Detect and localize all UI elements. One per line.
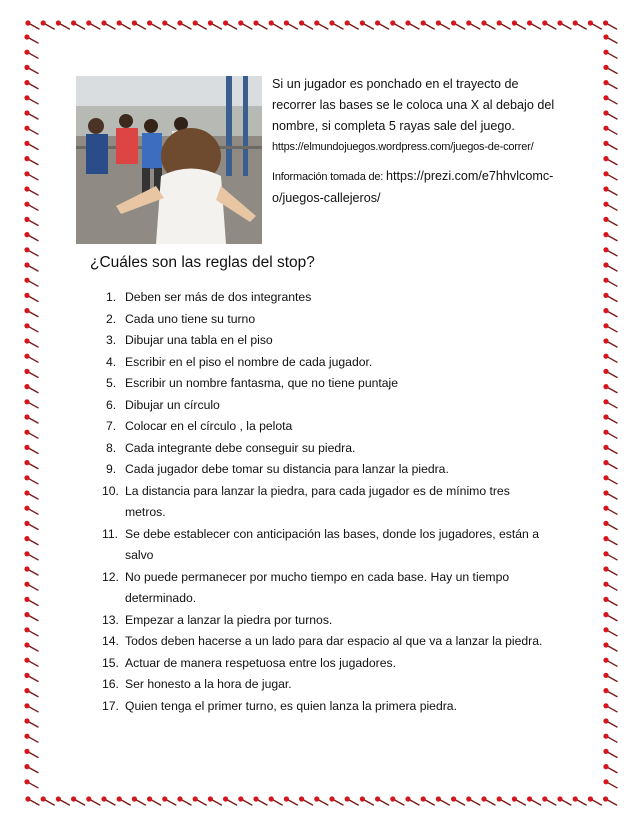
rule-item [92, 631, 552, 653]
candy-cane-icon [603, 627, 617, 636]
candy-cane-icon [603, 718, 617, 727]
candy-cane-icon [466, 796, 480, 805]
candy-cane-icon [24, 612, 38, 621]
intro-paragraph: Si un jugador es ponchado en el trayecto de recorrer las bases se le coloca una X al debajo del nombre, si completa 5 rayas sale del juego. [272, 77, 555, 133]
rule-number: 4. [106, 354, 117, 369]
candy-cane-icon [603, 460, 617, 469]
candy-cane-icon [451, 20, 465, 29]
rule-text: Cada jugador debe tomar su distancia para lanzar la piedra. [125, 462, 449, 476]
candy-cane-icon [603, 156, 617, 165]
candy-cane-icon [24, 323, 38, 332]
candy-cane-icon [24, 399, 38, 408]
rule-text: Escribir un nombre fantasma, que no tiene puntaje [125, 376, 399, 390]
rule-item [92, 330, 552, 352]
candy-cane-icon [603, 688, 617, 697]
candy-cane-icon [24, 642, 38, 651]
candy-cane-icon [603, 217, 617, 226]
candy-cane-icon [603, 582, 617, 591]
candy-cane-icon [345, 20, 359, 29]
candy-cane-icon [24, 475, 38, 484]
rule-item [92, 653, 552, 675]
rule-item [92, 352, 552, 374]
rule-item [92, 459, 552, 481]
candy-cane-icon [360, 796, 374, 805]
rule-text: No puede permanecer por mucho tiempo en cada base. Hay un tiempo determinado. [125, 569, 510, 605]
candy-cane-icon [147, 796, 161, 805]
candy-cane-icon [71, 796, 85, 805]
candy-cane-icon [177, 796, 191, 805]
candy-cane-icon [24, 627, 38, 636]
candy-cane-icon [24, 536, 38, 545]
candy-cane-icon [603, 475, 617, 484]
candy-cane-icon [603, 95, 617, 104]
candy-cane-icon [436, 20, 450, 29]
candy-cane-icon [466, 20, 480, 29]
candy-cane-icon [24, 734, 38, 743]
rule-text: Actuar de manera respetuosa entre los jugadores. [125, 655, 396, 670]
candy-cane-icon [24, 764, 38, 773]
candy-cane-icon [24, 718, 38, 727]
rule-text: Cada uno tiene su turno [125, 311, 256, 326]
candy-cane-icon [603, 141, 617, 150]
rule-number: 14. [102, 634, 119, 648]
candy-cane-icon [24, 779, 38, 788]
rule-number: 12. [102, 569, 119, 584]
candy-cane-icon [24, 749, 38, 758]
candy-cane-icon [117, 796, 131, 805]
candy-cane-icon [24, 186, 38, 195]
rule-item [92, 373, 552, 395]
candy-cane-icon [24, 293, 38, 302]
candy-cane-icon [451, 796, 465, 805]
candy-cane-icon [24, 141, 38, 150]
candy-cane-icon [101, 20, 115, 29]
candy-cane-icon [603, 673, 617, 682]
candy-cane-icon [603, 338, 617, 347]
rule-number: 17. [102, 698, 119, 713]
rule-item [92, 674, 552, 696]
candy-cane-icon [299, 796, 313, 805]
candy-cane-icon [162, 796, 176, 805]
candy-cane-icon [603, 20, 617, 29]
candy-cane-icon [132, 20, 146, 29]
candy-cane-icon [24, 202, 38, 211]
candy-cane-icon [603, 323, 617, 332]
candy-cane-icon [24, 582, 38, 591]
rule-number: 1. [106, 290, 117, 304]
candy-cane-icon [24, 65, 38, 74]
candy-cane-icon [24, 566, 38, 575]
candy-cane-icon [24, 673, 38, 682]
candy-cane-icon [24, 521, 38, 530]
candy-cane-icon [41, 796, 55, 805]
candy-cane-icon [24, 506, 38, 515]
candy-cane-icon [117, 20, 131, 29]
candy-cane-icon [603, 232, 617, 241]
candy-cane-icon [24, 217, 38, 226]
candy-cane-icon [603, 293, 617, 302]
candy-cane-icon [542, 796, 556, 805]
candy-cane-icon [24, 34, 38, 43]
children-playing-photo [76, 76, 262, 244]
candy-cane-icon [24, 688, 38, 697]
candy-cane-icon [527, 20, 541, 29]
rule-item [92, 438, 552, 460]
rule-number: 10. [102, 483, 119, 498]
candy-cane-icon [603, 34, 617, 43]
candy-cane-icon [101, 796, 115, 805]
info-line [272, 166, 562, 209]
candy-cane-icon [86, 796, 100, 805]
candy-cane-icon [481, 796, 495, 805]
candy-cane-icon [603, 430, 617, 439]
candy-cane-icon [421, 20, 435, 29]
candy-cane-icon [24, 308, 38, 317]
candy-cane-icon [603, 796, 617, 805]
rule-number: 7. [106, 419, 117, 433]
candy-cane-icon [603, 506, 617, 515]
candy-cane-icon [512, 20, 526, 29]
candy-cane-icon [25, 20, 39, 29]
rule-number: 9. [106, 462, 117, 476]
candy-cane-icon [603, 566, 617, 575]
rule-item [92, 696, 552, 718]
rule-item [92, 416, 552, 438]
candy-cane-icon [24, 80, 38, 89]
candy-cane-icon [193, 20, 207, 29]
source-url[interactable]: https://elmundojuegos.wordpress.com/juegos-de-correr/ [272, 141, 534, 153]
rule-number: 6. [106, 397, 117, 412]
candy-cane-icon [603, 749, 617, 758]
intro-text-block [272, 74, 562, 209]
candy-cane-icon [603, 126, 617, 135]
candy-cane-icon [24, 445, 38, 454]
candy-cane-icon [603, 171, 617, 180]
candy-cane-icon [436, 796, 450, 805]
rules-list [92, 287, 552, 717]
rule-text: Empezar a lanzar la piedra por turnos. [125, 612, 333, 627]
rule-item [92, 481, 552, 524]
candy-cane-icon [603, 278, 617, 287]
candy-cane-icon [375, 796, 389, 805]
candy-cane-icon [269, 796, 283, 805]
candy-cane-icon [542, 20, 556, 29]
rule-number: 8. [106, 440, 117, 455]
candy-cane-icon [603, 597, 617, 606]
candy-cane-icon [208, 20, 222, 29]
candy-cane-icon [25, 796, 39, 805]
candy-cane-icon [284, 796, 298, 805]
candy-cane-icon [299, 20, 313, 29]
candy-cane-icon [603, 186, 617, 195]
candy-cane-icon [588, 20, 602, 29]
candy-cane-icon [375, 20, 389, 29]
rule-text: Todos deben hacerse a un lado para dar espacio al que va a lanzar la piedra. [125, 634, 543, 648]
candy-cane-icon [603, 50, 617, 59]
candy-cane-icon [24, 597, 38, 606]
candy-cane-icon [147, 20, 161, 29]
candy-cane-icon [603, 734, 617, 743]
candy-cane-icon [405, 20, 419, 29]
rule-number: 5. [106, 376, 117, 390]
candy-cane-icon [56, 20, 70, 29]
candy-cane-icon [603, 247, 617, 256]
candy-cane-icon [603, 703, 617, 712]
candy-cane-icon [24, 126, 38, 135]
rule-text: Dibujar un círculo [125, 397, 220, 412]
candy-cane-icon [177, 20, 191, 29]
rule-text: Dibujar una tabla en el piso [125, 333, 273, 347]
candy-cane-icon [24, 110, 38, 119]
candy-cane-icon [41, 20, 55, 29]
candy-cane-icon [24, 703, 38, 712]
rule-number: 13. [102, 612, 119, 627]
candy-cane-icon [390, 796, 404, 805]
candy-cane-icon [24, 247, 38, 256]
candy-cane-icon [238, 20, 252, 29]
candy-cane-icon [269, 20, 283, 29]
rule-text: Ser honesto a la hora de jugar. [125, 677, 292, 691]
candy-cane-icon [603, 521, 617, 530]
candy-cane-icon [24, 490, 38, 499]
candy-cane-icon [405, 796, 419, 805]
candy-cane-icon [497, 796, 511, 805]
candy-cane-icon [24, 658, 38, 667]
rule-number: 16. [102, 677, 119, 691]
candy-cane-icon [390, 20, 404, 29]
candy-cane-icon [603, 779, 617, 788]
candy-cane-icon [132, 796, 146, 805]
rule-number: 11. [102, 526, 119, 541]
rule-item [92, 287, 552, 309]
rule-item [92, 567, 552, 610]
candy-cane-icon [24, 278, 38, 287]
candy-cane-icon [24, 384, 38, 393]
candy-cane-icon [162, 20, 176, 29]
candy-cane-icon [24, 414, 38, 423]
candy-cane-icon [314, 20, 328, 29]
candy-cane-icon [573, 796, 587, 805]
rule-number: 3. [106, 333, 117, 347]
candy-cane-icon [603, 384, 617, 393]
candy-cane-icon [421, 796, 435, 805]
candy-cane-icon [284, 20, 298, 29]
candy-cane-icon [24, 232, 38, 241]
candy-cane-icon [603, 80, 617, 89]
candy-cane-icon [208, 796, 222, 805]
candy-cane-icon [223, 796, 237, 805]
candy-cane-icon [603, 490, 617, 499]
candy-cane-icon [24, 354, 38, 363]
candy-cane-icon [603, 612, 617, 621]
rule-text: Deben ser más de dos integrantes [125, 290, 312, 304]
candy-cane-icon [24, 156, 38, 165]
candy-cane-icon [573, 20, 587, 29]
rule-item [92, 524, 552, 567]
candy-cane-icon [24, 171, 38, 180]
candy-cane-icon [603, 642, 617, 651]
candy-cane-icon [603, 764, 617, 773]
candy-cane-icon [603, 414, 617, 423]
candy-cane-icon [603, 308, 617, 317]
candy-cane-icon [314, 796, 328, 805]
candy-cane-icon [481, 20, 495, 29]
candy-cane-icon [238, 796, 252, 805]
rule-text: Quien tenga el primer turno, es quien lanza la primera piedra. [125, 698, 457, 713]
candy-cane-icon [24, 338, 38, 347]
rule-item [92, 309, 552, 331]
info-label: Información tomada de: [272, 171, 387, 183]
candy-cane-icon [512, 796, 526, 805]
candy-cane-icon [329, 796, 343, 805]
candy-cane-icon [360, 20, 374, 29]
rule-item [92, 395, 552, 417]
candy-cane-icon [24, 430, 38, 439]
rule-number: 15. [102, 655, 119, 670]
candy-cane-icon [603, 354, 617, 363]
candy-cane-icon [603, 551, 617, 560]
candy-cane-icon [603, 110, 617, 119]
candy-cane-icon [56, 796, 70, 805]
candy-cane-icon [24, 50, 38, 59]
candy-cane-icon [345, 796, 359, 805]
candy-cane-icon [603, 262, 617, 271]
rule-text: Escribir en el piso el nombre de cada jugador. [125, 354, 373, 369]
candy-cane-icon [253, 20, 267, 29]
candy-cane-icon [588, 796, 602, 805]
info-url[interactable]: https://prezi.com/e7hhvlcomc-o/juegos-callejeros/ [272, 169, 554, 205]
rule-text: Cada integrante debe conseguir su piedra. [125, 440, 356, 455]
candy-cane-icon [71, 20, 85, 29]
candy-cane-icon [86, 20, 100, 29]
candy-cane-icon [223, 20, 237, 29]
candy-cane-icon [24, 460, 38, 469]
rule-number: 2. [106, 311, 117, 326]
candy-cane-icon [24, 551, 38, 560]
candy-cane-icon [603, 369, 617, 378]
candy-cane-icon [603, 536, 617, 545]
candy-cane-icon [329, 20, 343, 29]
candy-cane-icon [603, 65, 617, 74]
candy-cane-icon [603, 399, 617, 408]
rule-item [92, 610, 552, 632]
rules-heading: ¿Cuáles son las reglas del stop? [90, 254, 315, 271]
rule-text: La distancia para lanzar la piedra, para cada jugador es de mínimo tres metros. [125, 483, 510, 519]
candy-cane-icon [557, 20, 571, 29]
candy-cane-icon [193, 796, 207, 805]
candy-cane-icon [24, 369, 38, 378]
candy-cane-icon [603, 658, 617, 667]
candy-cane-icon [603, 202, 617, 211]
rule-text: Colocar en el círculo , la pelota [125, 419, 293, 433]
candy-cane-icon [497, 20, 511, 29]
candy-cane-icon [557, 796, 571, 805]
candy-cane-icon [253, 796, 267, 805]
candy-cane-icon [24, 262, 38, 271]
candy-cane-icon [527, 796, 541, 805]
candy-cane-icon [24, 95, 38, 104]
rule-text: Se debe establecer con anticipación las bases, donde los jugadores, están a salvo [125, 526, 539, 562]
candy-cane-icon [603, 445, 617, 454]
